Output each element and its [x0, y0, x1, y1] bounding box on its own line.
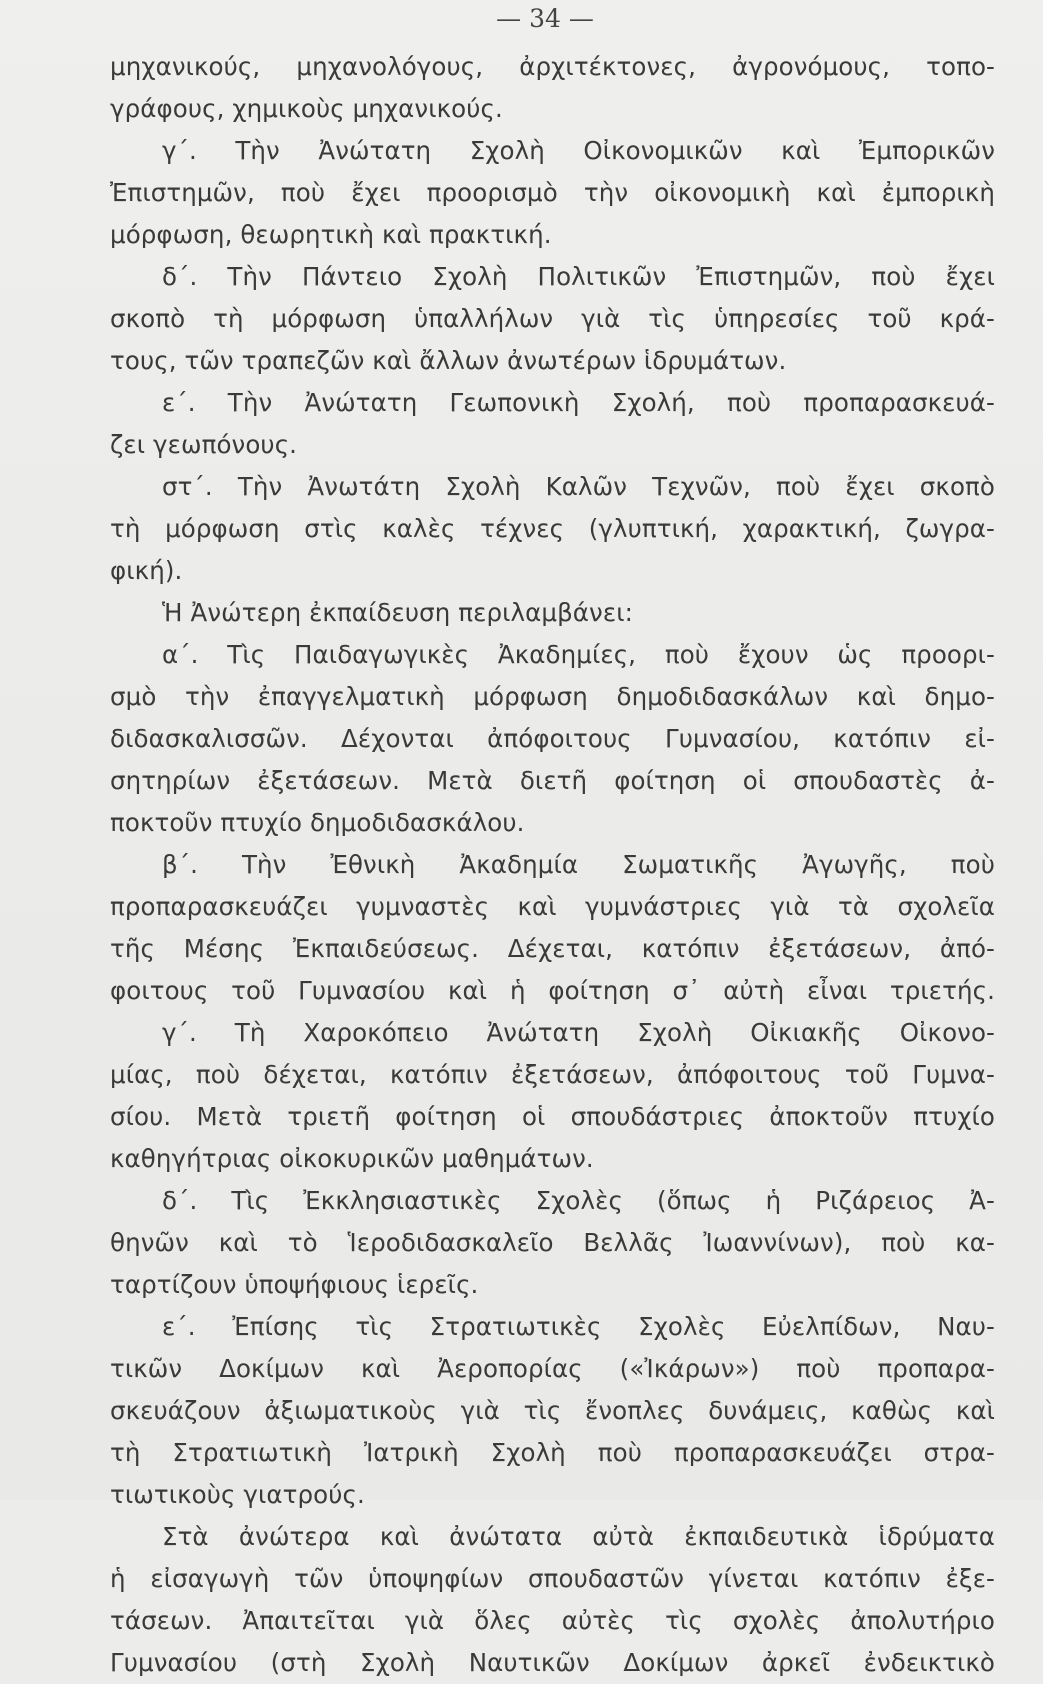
text-line: στ΄. Τὴν Ἀνωτάτη Σχολὴ Καλῶν Τεχνῶν, ποὺ ἔχει σκοπὸ: [162, 472, 995, 501]
text-line: σμὸ τὴν ἐπαγγελματικὴ μόρφωση δημοδιδασκάλων καὶ δημο-: [110, 682, 995, 711]
text-line: Στὰ ἀνώτερα καὶ ἀνώτατα αὐτὰ ἐκπαιδευτικὰ ἱδρύματα: [162, 1522, 995, 1551]
text-line: διδασκαλισσῶν. Δέχονται ἀπόφοιτους Γυμνασίου, κατόπιν εἰ-: [110, 724, 995, 753]
text-line: α΄. Τὶς Παιδαγωγικὲς Ἀκαδημίες, ποὺ ἔχουν ὡς προορι-: [162, 640, 995, 669]
text-line: φοιτους τοῦ Γυμνασίου καὶ ἡ φοίτηση σ᾿ αὐτὴ εἶναι τριετής.: [110, 976, 995, 1005]
text-line: ἡ εἰσαγωγὴ τῶν ὑποψηφίων σπουδαστῶν γίνεται κατόπιν ἐξε-: [110, 1564, 995, 1593]
text-line: μηχανικούς, μηχανολόγους, ἀρχιτέκτονες, ἀγρονόμους, τοπο-: [110, 52, 995, 81]
page-number: — 34 —: [496, 4, 594, 33]
text-line: Ἡ Ἀνώτερη ἐκπαίδευση περιλαμβάνει:: [162, 598, 633, 627]
text-line: δ΄. Τὶς Ἐκκλησιαστικὲς Σχολὲς (ὅπως ἡ Ριζάρειος Ἀ-: [162, 1186, 995, 1215]
text-line: γ΄. Τὴν Ἀνώτατη Σχολὴ Οἰκονομικῶν καὶ Ἐμπορικῶν: [162, 136, 995, 165]
text-line: β΄. Τὴν Ἐθνικὴ Ἀκαδημία Σωματικῆς Ἀγωγῆς, ποὺ: [162, 850, 995, 879]
text-line: σκοπὸ τὴ μόρφωση ὑπαλλήλων γιὰ τὶς ὑπηρεσίες τοῦ κρά-: [110, 304, 995, 333]
text-line: ποκτοῦν πτυχίο δημοδιδασκάλου.: [110, 808, 525, 837]
text-line: γράφους, χημικοὺς μηχανικούς.: [110, 94, 503, 123]
text-line: ε΄. Τὴν Ἀνώτατη Γεωπονικὴ Σχολή, ποὺ προπαρασκευά-: [162, 388, 995, 417]
text-line: τὴ Στρατιωτικὴ Ἰατρικὴ Σχολὴ ποὺ προπαρασκευάζει στρα-: [110, 1438, 995, 1467]
text-line: ε΄. Ἐπίσης τὶς Στρατιωτικὲς Σχολὲς Εὐελπίδων, Ναυ-: [162, 1312, 995, 1341]
body-text: [110, 46, 995, 1684]
text-line: ζει γεωπόνους.: [110, 430, 298, 459]
text-line: τῆς Μέσης Ἐκπαιδεύσεως. Δέχεται, κατόπιν ἐξετάσεων, ἀπό-: [110, 934, 995, 963]
text-line: σητηρίων ἐξετάσεων. Μετὰ διετῆ φοίτηση οἱ σπουδαστὲς ἀ-: [110, 766, 995, 795]
text-line: Ἐπιστημῶν, ποὺ ἔχει προορισμὸ τὴν οἰκονομικὴ καὶ ἐμπορικὴ: [110, 178, 995, 207]
text-line: δ΄. Τὴν Πάντειο Σχολὴ Πολιτικῶν Ἐπιστημῶν, ποὺ ἔχει: [162, 262, 995, 291]
text-line: σκευάζουν ἀξιωματικοὺς γιὰ τὶς ἔνοπλες δυνάμεις, καθὼς καὶ: [110, 1396, 995, 1425]
text-line: μίας, ποὺ δέχεται, κατόπιν ἐξετάσεων, ἀπόφοιτους τοῦ Γυμνα-: [110, 1060, 995, 1089]
text-line: τους, τῶν τραπεζῶν καὶ ἄλλων ἀνωτέρων ἱδρυμάτων.: [110, 346, 787, 375]
text-line: θηνῶν καὶ τὸ Ἱεροδιδασκαλεῖο Βελλᾶς Ἰωαννίνων), ποὺ κα-: [110, 1228, 995, 1257]
text-line: τικῶν Δοκίμων καὶ Ἀεροπορίας («Ἰκάρων») ποὺ προπαρα-: [110, 1354, 995, 1383]
text-line: τὴ μόρφωση στὶς καλὲς τέχνες (γλυπτική, χαρακτική, ζωγρα-: [110, 514, 995, 543]
text-line: σίου. Μετὰ τριετῆ φοίτηση οἱ σπουδάστριες ἀποκτοῦν πτυχίο: [110, 1102, 995, 1131]
text-line: μόρφωση, θεωρητικὴ καὶ πρακτική.: [110, 220, 552, 249]
text-line: τιωτικοὺς γιατρούς.: [110, 1480, 365, 1509]
text-line: προπαρασκευάζει γυμναστὲς καὶ γυμνάστριες γιὰ τὰ σχολεῖα: [110, 892, 995, 921]
text-line: φική).: [110, 556, 183, 585]
text-line: καθηγήτριας οἰκοκυρικῶν μαθημάτων.: [110, 1144, 594, 1173]
text-line: γ΄. Τὴ Χαροκόπειο Ἀνώτατη Σχολὴ Οἰκιακῆς Οἰκονο-: [162, 1018, 995, 1047]
text-line: ταρτίζουν ὑποψήφιους ἱερεῖς.: [110, 1270, 479, 1299]
text-line: Γυμνασίου (στὴ Σχολὴ Ναυτικῶν Δοκίμων ἀρκεῖ ἐνδεικτικὸ: [110, 1648, 995, 1677]
text-line: τάσεων. Ἀπαιτεῖται γιὰ ὅλες αὐτὲς τὶς σχολὲς ἀπολυτήριο: [110, 1606, 995, 1635]
